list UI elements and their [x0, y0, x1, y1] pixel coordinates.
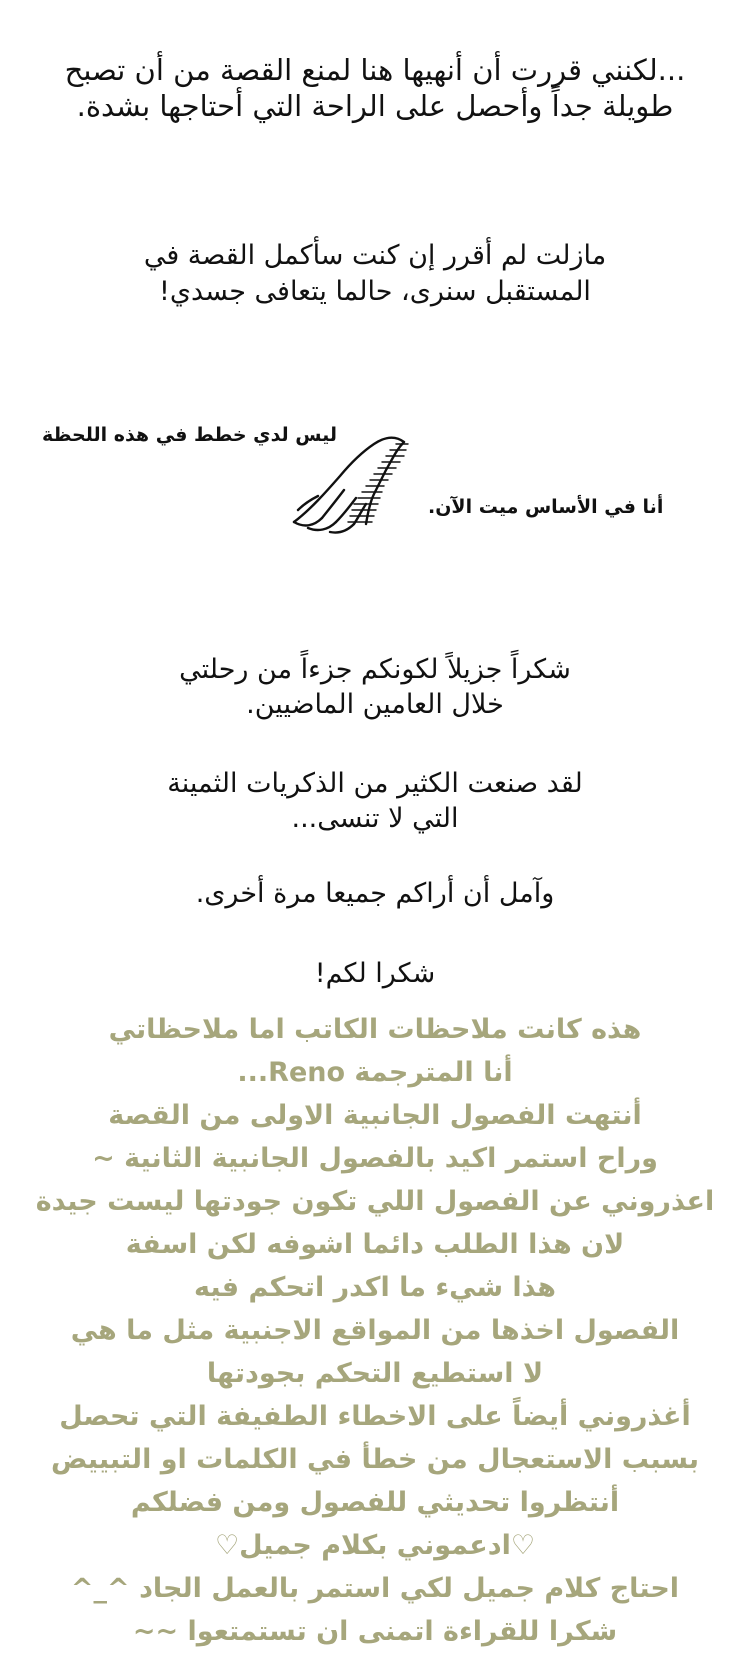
note-line-11: بسبب الاستعجال من خطأ في الكلمات او التبييض — [51, 1444, 699, 1475]
undecided-paragraph — [0, 238, 750, 310]
undecided-line-1: مازلت لم أقرر إن كنت سأكمل القصة في — [143, 240, 607, 271]
translator-notes — [0, 1008, 750, 1653]
note-line-4: وراح استمر اكيد بالفصول الجانبية الثانية ~ — [92, 1143, 658, 1174]
caption-no-plans: ليس لدي خطط في هذه اللحظة — [42, 424, 338, 446]
note-line-8: الفصول اخذها من المواقع الاجنبية مثل ما هي — [70, 1315, 680, 1346]
thanks-paragraph-1 — [0, 652, 750, 722]
closing-line: شكرا لكم! — [314, 958, 436, 989]
note-line-10: أغذروني أيضاً على الاخطاء الطفيفة التي تحصل — [59, 1401, 691, 1432]
note-line-5: اعذروني عن الفصول اللي تكون جودتها ليست جيدة — [35, 1186, 715, 1217]
closing-thanks — [0, 956, 750, 991]
intro-paragraph — [0, 52, 750, 124]
memories-line-2: التي لا تنسى... — [291, 803, 459, 834]
hope-line: وآمل أن أراكم جميعا مرة أخرى. — [195, 878, 555, 909]
sketched-hand-icon — [288, 430, 418, 535]
thanks-paragraph-2 — [0, 766, 750, 836]
note-line-15: شكرا للقراءة اتمنى ان تستمتعوا ~~ — [132, 1616, 618, 1647]
memories-line-1: لقد صنعت الكثير من الذكريات الثمينة — [167, 768, 583, 799]
note-line-7: هذا شيء ما اكدر اتحكم فيه — [194, 1272, 556, 1303]
note-line-9: لا استطيع التحكم بجودتها — [206, 1358, 544, 1389]
note-line-12: أنتظروا تحديثي للفصول ومن فضلكم — [130, 1487, 620, 1518]
note-line-1: هذه كانت ملاحظات الكاتب اما ملاحظاتي — [108, 1014, 642, 1045]
intro-line-2: طويلة جداً وأحصل على الراحة التي أحتاجها بشدة. — [76, 89, 674, 123]
note-line-14: احتاج كلام جميل لكي استمر بالعمل الجاد ^_^ — [70, 1573, 680, 1604]
caption-basically-dead: أنا في الأساس ميت الآن. — [428, 496, 664, 518]
thanks-line-1: شكراً جزيلاً لكونكم جزءاً من رحلتي — [179, 654, 571, 685]
thanks-line-2: خلال العامين الماضيين. — [246, 689, 504, 720]
undecided-line-2: المستقبل سنرى، حالما يتعافى جسدي! — [159, 276, 591, 307]
note-line-13: ♡ادعموني بكلام جميل♡ — [214, 1530, 536, 1561]
note-line-3: أنتهت الفصول الجانبية الاولى من القصة — [108, 1100, 642, 1131]
note-line-6: لان هذا الطلب دائما اشوفه لكن اسفة — [125, 1229, 625, 1260]
intro-line-1: ...لكنني قررت أن أنهيها هنا لمنع القصة من أن تصبح — [64, 53, 686, 87]
note-line-2: أنا المترجمة Reno... — [237, 1057, 513, 1088]
thanks-paragraph-3 — [0, 876, 750, 911]
